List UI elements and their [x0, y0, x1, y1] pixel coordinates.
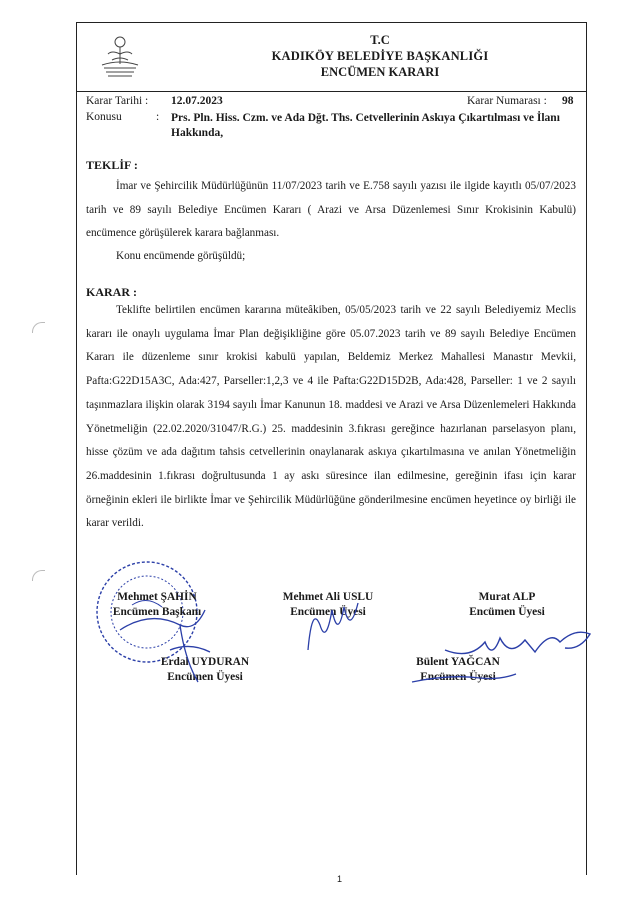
signatory-role: Encümen Üyesi — [469, 606, 545, 618]
signatory-role: Encümen Üyesi — [167, 671, 243, 683]
number-label: Karar Numarası : — [467, 95, 547, 107]
signatory-role: Encümen Üyesi — [420, 671, 496, 683]
number-value: 98 — [562, 95, 574, 107]
date-label: Karar Tarihi : — [86, 95, 149, 107]
subject-colon: : — [156, 111, 160, 123]
signatory-name: Mehmet ŞAHİN — [117, 591, 197, 603]
handwritten-signature-sahin — [110, 590, 240, 690]
teklif-heading: TEKLİF : — [86, 158, 138, 172]
karar-heading: KARAR : — [86, 285, 137, 299]
header-doc-type: ENCÜMEN KARARI — [320, 65, 440, 79]
header-line1: T.C — [370, 33, 390, 47]
signature-member-alp — [452, 590, 562, 620]
signatory-role: Encümen Başkanı — [112, 606, 202, 618]
header-institution: KADIKÖY BELEDİYE BAŞKANLIĞI — [271, 49, 489, 63]
page-number: 1 — [337, 874, 343, 884]
teklif-paragraph: İmar ve Şehircilik Müdürlüğünün 11/07/2023 tarih ve E.758 sayılı yazısı ile ilgide kayıtlı 05/07/2023 tarih ve 89 sayılı Belediye Encümen Kararı ( Arazi ve Arsa Düzenlemesi Sınır Krokisinin Kabulü) encümence görüşülerek karara bağlanması. — [86, 180, 576, 240]
signatory-name: Murat ALP — [478, 591, 536, 603]
punch-mark — [32, 322, 45, 333]
karar-paragraph: Teklifte belirtilen encümen kararına müteâkiben, 05/05/2023 tarih ve 22 sayılı Belediyemiz Meclis kararı ile onaylı uygulama İmar Plan değişikliğine göre 05.07.2023 tarih ve 89 sayılı Belediye Encümen Kararı ile düzenleme sınır krokisi kabulü yapılan, Beldemiz Merkez Mahallesi Manastır Mevkii, Pafta:G22D15A3C, Ada:427, Parseller:1,2,3 ve 4 ile Pafta:G22D15D2B, Ada:428, Parseller: 1 ve 2 sayılı taşınmazlara ilişkin olarak 3194 sayılı İmar Kanunun 18. maddesi ve Arazi ve Arsa Düzenlemeleri Hakkında Yönetmeliğin (22.02.2020/31047/R.G.) 25. maddesinin 3.fıkrası gereğince hazırlanan parselasyon planı, hisse çözüm ve ada dağıtım tahsis cetvellerinin onaylanarak askıya çıkartılmasına ve anılan Yönetmeliğin 26.maddesinin 1.fıkrası doğrultusunda 1 ay askı süresince ilan edilmesine, gereğinin ifası için karar örneğinin ekleri ile birlikte İmar ve Şehircilik Müdürlüğüne gönderilmesine encümen heyetince oy birliği ile karar verildi. — [86, 304, 576, 530]
header-divider — [76, 91, 586, 92]
handwritten-signature-yagcan — [410, 668, 520, 688]
municipality-logo-icon — [98, 32, 142, 82]
signatory-name: Bülent YAĞCAN — [416, 656, 500, 668]
teklif-note: Konu encümende görüşüldü; — [116, 250, 246, 262]
subject-label: Konusu — [86, 111, 122, 123]
date-value: 12.07.2023 — [171, 95, 223, 107]
signatory-role: Encümen Üyesi — [290, 606, 366, 618]
signatory-name: Erdal UYDURAN — [160, 656, 250, 668]
punch-mark — [32, 570, 45, 581]
handwritten-signature-uslu — [300, 595, 370, 655]
handwritten-signature-alp — [440, 620, 600, 670]
signatory-name: Mehmet Ali USLU — [282, 591, 374, 603]
subject-value: Prs. Pln. Hiss. Czm. ve Ada Dğt. Ths. Cetvellerinin Askıya Çıkartılması ve İlanı Hakkında, — [171, 112, 560, 139]
